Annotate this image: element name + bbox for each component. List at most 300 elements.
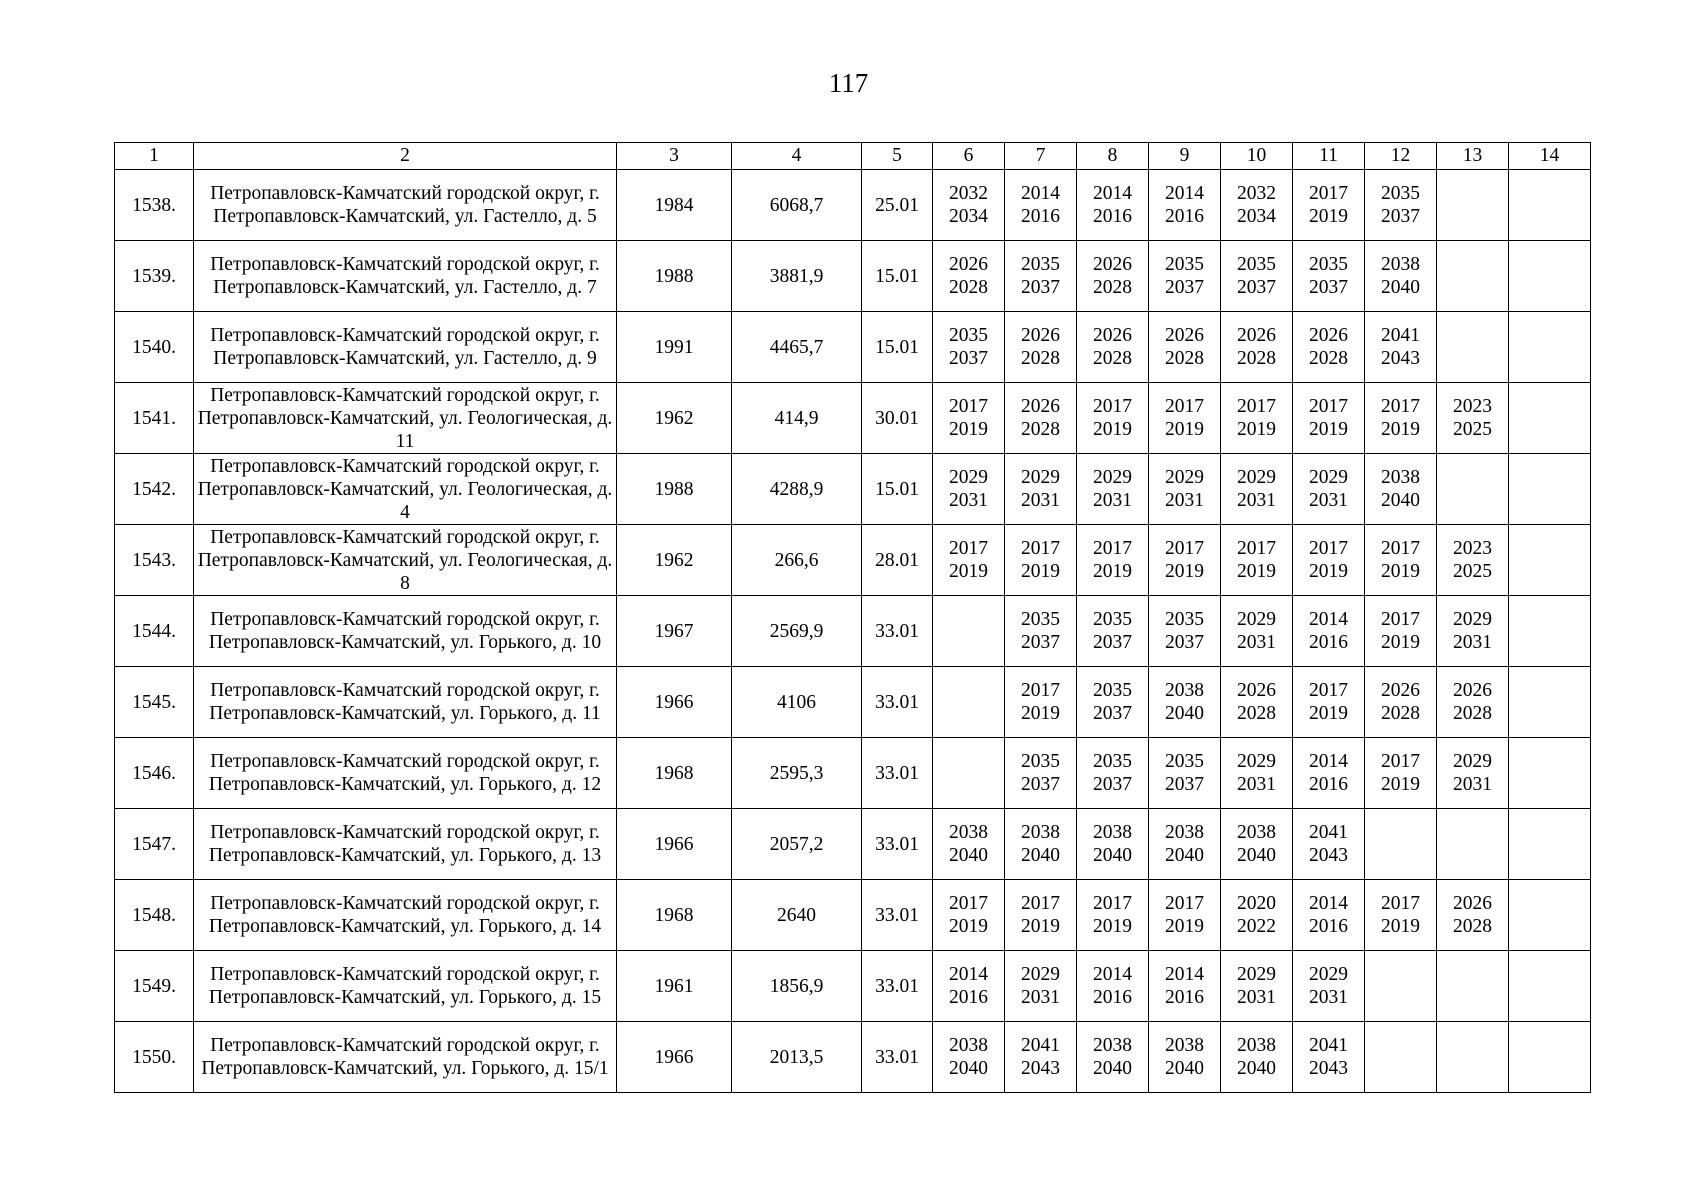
row-number-cell: 1543. xyxy=(115,525,194,596)
period-cell xyxy=(1509,951,1591,1022)
period-end-year: 2037 xyxy=(1093,632,1132,653)
period-cell xyxy=(1149,738,1221,809)
period-cell xyxy=(1365,1022,1437,1093)
row-number-cell: 1541. xyxy=(115,383,194,454)
table-row xyxy=(115,951,1591,1022)
period-cell xyxy=(1077,170,1149,241)
period-cell xyxy=(933,596,1005,667)
page-number: 117 xyxy=(828,68,869,98)
area-cell: 4288,9 xyxy=(732,454,862,525)
period-cell xyxy=(1437,383,1509,454)
year-built-cell: 1966 xyxy=(617,1022,732,1093)
period-end-year: 2037 xyxy=(1165,632,1204,653)
period-end-year: 2031 xyxy=(1453,632,1492,653)
address-cell: Петропавловск-Камчатский городской округ, г. Петропавловск-Камчатский, ул. Горького, д. 15 xyxy=(194,951,617,1022)
period-start-year: 2014 xyxy=(1093,964,1132,985)
period-start-year: 2038 xyxy=(1381,254,1420,275)
period-cell xyxy=(1437,667,1509,738)
code-cell: 25.01 xyxy=(862,170,933,241)
year-built-cell: 1961 xyxy=(617,951,732,1022)
period-end-year: 2031 xyxy=(1165,490,1204,511)
period-start-year: 2017 xyxy=(1381,609,1420,630)
period-cell xyxy=(1221,1022,1293,1093)
area-cell: 4106 xyxy=(732,667,862,738)
period-cell xyxy=(1509,880,1591,951)
period-cell xyxy=(1365,312,1437,383)
period-start-year: 2014 xyxy=(1165,183,1204,204)
period-cell xyxy=(933,880,1005,951)
period-end-year: 2037 xyxy=(1237,277,1276,298)
period-end-year: 2019 xyxy=(1165,916,1204,937)
period-start-year: 2020 xyxy=(1237,893,1276,914)
period-start-year: 2023 xyxy=(1453,396,1492,417)
period-start-year: 2029 xyxy=(1309,964,1348,985)
period-cell xyxy=(1077,880,1149,951)
period-cell xyxy=(1365,738,1437,809)
period-cell xyxy=(1437,596,1509,667)
period-cell xyxy=(1365,667,1437,738)
period-start-year: 2026 xyxy=(1165,325,1204,346)
period-end-year: 2019 xyxy=(1381,774,1420,795)
period-start-year: 2029 xyxy=(1237,751,1276,772)
period-start-year: 2035 xyxy=(1021,254,1060,275)
period-cell xyxy=(1005,596,1077,667)
period-cell xyxy=(1077,241,1149,312)
period-cell xyxy=(1005,809,1077,880)
period-start-year: 2017 xyxy=(1165,538,1204,559)
row-number-cell: 1547. xyxy=(115,809,194,880)
registry-table xyxy=(114,142,1591,1093)
period-end-year: 2037 xyxy=(949,348,988,369)
period-end-year: 2031 xyxy=(1309,490,1348,511)
period-end-year: 2034 xyxy=(949,206,988,227)
period-start-year: 2041 xyxy=(1381,325,1420,346)
period-cell xyxy=(1293,880,1365,951)
period-start-year: 2017 xyxy=(1021,680,1060,701)
year-built-cell: 1966 xyxy=(617,667,732,738)
period-cell xyxy=(1221,667,1293,738)
period-cell xyxy=(1149,809,1221,880)
address-cell: Петропавловск-Камчатский городской округ, г. Петропавловск-Камчатский, ул. Геологическая, д. 8 xyxy=(194,525,617,596)
row-number-cell: 1550. xyxy=(115,1022,194,1093)
period-cell xyxy=(1221,951,1293,1022)
code-cell: 33.01 xyxy=(862,738,933,809)
column-header-7: 7 xyxy=(1005,143,1077,170)
period-start-year: 2017 xyxy=(949,893,988,914)
code-cell: 28.01 xyxy=(862,525,933,596)
period-end-year: 2031 xyxy=(1237,774,1276,795)
period-end-year: 2028 xyxy=(1453,703,1492,724)
period-cell xyxy=(1365,170,1437,241)
period-end-year: 2037 xyxy=(1093,774,1132,795)
period-cell xyxy=(1293,1022,1365,1093)
period-cell xyxy=(1437,454,1509,525)
period-end-year: 2028 xyxy=(1453,916,1492,937)
period-start-year: 2017 xyxy=(1309,538,1348,559)
period-start-year: 2014 xyxy=(1165,964,1204,985)
period-cell xyxy=(933,525,1005,596)
column-header-14: 14 xyxy=(1509,143,1591,170)
period-end-year: 2028 xyxy=(1309,348,1348,369)
row-number-cell: 1545. xyxy=(115,667,194,738)
period-start-year: 2014 xyxy=(1309,751,1348,772)
period-start-year: 2026 xyxy=(1237,325,1276,346)
year-built-cell: 1988 xyxy=(617,241,732,312)
period-start-year: 2017 xyxy=(1381,751,1420,772)
period-end-year: 2019 xyxy=(1309,419,1348,440)
period-cell xyxy=(1509,809,1591,880)
period-cell xyxy=(1509,738,1591,809)
period-start-year: 2038 xyxy=(1237,1035,1276,1056)
period-end-year: 2028 xyxy=(1021,348,1060,369)
year-built-cell: 1968 xyxy=(617,738,732,809)
period-cell xyxy=(1005,738,1077,809)
code-cell: 30.01 xyxy=(862,383,933,454)
period-end-year: 2028 xyxy=(1021,419,1060,440)
year-built-cell: 1988 xyxy=(617,454,732,525)
table-row xyxy=(115,170,1591,241)
period-end-year: 2031 xyxy=(949,490,988,511)
period-start-year: 2038 xyxy=(1093,822,1132,843)
period-end-year: 2040 xyxy=(1165,703,1204,724)
period-end-year: 2016 xyxy=(1309,916,1348,937)
period-start-year: 2029 xyxy=(1237,467,1276,488)
period-cell xyxy=(1293,241,1365,312)
period-start-year: 2017 xyxy=(1165,396,1204,417)
period-end-year: 2031 xyxy=(1237,987,1276,1008)
period-cell xyxy=(1149,312,1221,383)
period-end-year: 2022 xyxy=(1237,916,1276,937)
address-cell: Петропавловск-Камчатский городской округ, г. Петропавловск-Камчатский, ул. Горького, д. 10 xyxy=(194,596,617,667)
period-end-year: 2019 xyxy=(1381,419,1420,440)
period-end-year: 2043 xyxy=(1309,1058,1348,1079)
period-end-year: 2019 xyxy=(1165,561,1204,582)
period-start-year: 2026 xyxy=(949,254,988,275)
period-end-year: 2028 xyxy=(1381,703,1420,724)
period-start-year: 2017 xyxy=(1093,396,1132,417)
table-row xyxy=(115,738,1591,809)
area-cell: 4465,7 xyxy=(732,312,862,383)
row-number-cell: 1538. xyxy=(115,170,194,241)
period-cell xyxy=(1365,880,1437,951)
period-end-year: 2040 xyxy=(1381,490,1420,511)
period-cell xyxy=(1509,454,1591,525)
period-end-year: 2028 xyxy=(1093,348,1132,369)
area-cell: 2640 xyxy=(732,880,862,951)
period-end-year: 2019 xyxy=(1237,561,1276,582)
period-cell xyxy=(1365,809,1437,880)
period-cell xyxy=(1005,170,1077,241)
period-cell xyxy=(1149,951,1221,1022)
period-cell xyxy=(1509,312,1591,383)
period-start-year: 2017 xyxy=(949,396,988,417)
address-cell: Петропавловск-Камчатский городской округ, г. Петропавловск-Камчатский, ул. Гастелло, д. 7 xyxy=(194,241,617,312)
period-end-year: 2031 xyxy=(1453,774,1492,795)
period-cell xyxy=(1437,809,1509,880)
period-cell xyxy=(1149,1022,1221,1093)
period-cell xyxy=(1149,667,1221,738)
period-cell xyxy=(1221,383,1293,454)
period-start-year: 2041 xyxy=(1309,822,1348,843)
period-cell xyxy=(1005,312,1077,383)
period-start-year: 2014 xyxy=(1309,609,1348,630)
code-cell: 15.01 xyxy=(862,454,933,525)
period-end-year: 2019 xyxy=(949,419,988,440)
period-start-year: 2017 xyxy=(1093,538,1132,559)
period-cell xyxy=(1293,809,1365,880)
table-row xyxy=(115,525,1591,596)
period-start-year: 2029 xyxy=(1021,467,1060,488)
table-row xyxy=(115,312,1591,383)
period-cell xyxy=(1077,809,1149,880)
period-cell xyxy=(1509,241,1591,312)
period-cell xyxy=(1293,951,1365,1022)
code-cell: 15.01 xyxy=(862,241,933,312)
period-cell xyxy=(1293,738,1365,809)
period-cell xyxy=(1077,312,1149,383)
period-cell xyxy=(1077,667,1149,738)
period-cell xyxy=(1509,667,1591,738)
period-cell xyxy=(1005,880,1077,951)
period-end-year: 2031 xyxy=(1021,987,1060,1008)
period-end-year: 2037 xyxy=(1165,774,1204,795)
period-start-year: 2038 xyxy=(949,822,988,843)
period-start-year: 2041 xyxy=(1309,1035,1348,1056)
period-end-year: 2016 xyxy=(1165,206,1204,227)
period-cell xyxy=(1221,525,1293,596)
period-cell xyxy=(1221,312,1293,383)
period-cell xyxy=(1437,170,1509,241)
period-cell xyxy=(1005,241,1077,312)
period-end-year: 2019 xyxy=(1021,703,1060,724)
period-start-year: 2035 xyxy=(949,325,988,346)
address-cell: Петропавловск-Камчатский городской округ, г. Петропавловск-Камчатский, ул. Горького, д. 12 xyxy=(194,738,617,809)
period-end-year: 2037 xyxy=(1021,774,1060,795)
period-cell xyxy=(1509,596,1591,667)
period-start-year: 2029 xyxy=(1237,964,1276,985)
period-start-year: 2038 xyxy=(1237,822,1276,843)
header-row xyxy=(115,143,1591,170)
period-end-year: 2040 xyxy=(1237,845,1276,866)
period-start-year: 2029 xyxy=(1453,609,1492,630)
period-start-year: 2035 xyxy=(1021,751,1060,772)
row-number-cell: 1548. xyxy=(115,880,194,951)
year-built-cell: 1967 xyxy=(617,596,732,667)
area-cell: 2057,2 xyxy=(732,809,862,880)
period-end-year: 2019 xyxy=(1381,632,1420,653)
period-end-year: 2019 xyxy=(1093,561,1132,582)
period-cell xyxy=(1221,809,1293,880)
period-start-year: 2017 xyxy=(1237,396,1276,417)
period-start-year: 2035 xyxy=(1165,254,1204,275)
period-cell xyxy=(1077,596,1149,667)
table-row xyxy=(115,596,1591,667)
period-start-year: 2026 xyxy=(1237,680,1276,701)
period-end-year: 2037 xyxy=(1309,277,1348,298)
period-cell xyxy=(1293,170,1365,241)
period-start-year: 2026 xyxy=(1309,325,1348,346)
period-start-year: 2035 xyxy=(1093,680,1132,701)
period-end-year: 2031 xyxy=(1021,490,1060,511)
column-header-11: 11 xyxy=(1293,143,1365,170)
code-cell: 33.01 xyxy=(862,1022,933,1093)
period-cell xyxy=(1077,383,1149,454)
period-start-year: 2017 xyxy=(949,538,988,559)
period-cell xyxy=(1005,951,1077,1022)
period-start-year: 2017 xyxy=(1021,893,1060,914)
period-cell xyxy=(1221,454,1293,525)
period-cell xyxy=(1149,170,1221,241)
table-row xyxy=(115,454,1591,525)
period-end-year: 2037 xyxy=(1021,632,1060,653)
period-end-year: 2019 xyxy=(1309,561,1348,582)
period-cell xyxy=(1365,596,1437,667)
period-cell xyxy=(1437,951,1509,1022)
period-cell xyxy=(1005,383,1077,454)
period-start-year: 2035 xyxy=(1309,254,1348,275)
period-end-year: 2028 xyxy=(949,277,988,298)
period-start-year: 2035 xyxy=(1021,609,1060,630)
period-cell xyxy=(933,1022,1005,1093)
period-cell xyxy=(1365,525,1437,596)
period-start-year: 2035 xyxy=(1093,751,1132,772)
period-start-year: 2038 xyxy=(1165,680,1204,701)
period-start-year: 2041 xyxy=(1021,1035,1060,1056)
address-cell: Петропавловск-Камчатский городской округ, г. Петропавловск-Камчатский, ул. Геологическая, д. 11 xyxy=(194,383,617,454)
period-end-year: 2043 xyxy=(1309,845,1348,866)
period-end-year: 2040 xyxy=(1165,1058,1204,1079)
period-start-year: 2026 xyxy=(1093,325,1132,346)
period-end-year: 2037 xyxy=(1381,206,1420,227)
address-cell: Петропавловск-Камчатский городской округ, г. Петропавловск-Камчатский, ул. Гастелло, д. 9 xyxy=(194,312,617,383)
period-cell xyxy=(1077,951,1149,1022)
period-cell xyxy=(1221,170,1293,241)
row-number-cell: 1542. xyxy=(115,454,194,525)
period-cell xyxy=(1365,454,1437,525)
period-start-year: 2029 xyxy=(1021,964,1060,985)
column-header-9: 9 xyxy=(1149,143,1221,170)
period-start-year: 2026 xyxy=(1453,893,1492,914)
period-cell xyxy=(1149,241,1221,312)
period-end-year: 2040 xyxy=(1093,845,1132,866)
period-start-year: 2014 xyxy=(1309,893,1348,914)
period-end-year: 2016 xyxy=(1309,632,1348,653)
table-body xyxy=(115,170,1591,1093)
period-start-year: 2029 xyxy=(1093,467,1132,488)
area-cell: 414,9 xyxy=(732,383,862,454)
table-row xyxy=(115,383,1591,454)
address-cell: Петропавловск-Камчатский городской округ, г. Петропавловск-Камчатский, ул. Горького, д. 14 xyxy=(194,880,617,951)
code-cell: 33.01 xyxy=(862,880,933,951)
table-row xyxy=(115,667,1591,738)
period-end-year: 2040 xyxy=(1165,845,1204,866)
period-cell xyxy=(1293,596,1365,667)
period-end-year: 2040 xyxy=(1381,277,1420,298)
code-cell: 33.01 xyxy=(862,596,933,667)
row-number-cell: 1549. xyxy=(115,951,194,1022)
period-end-year: 2016 xyxy=(1309,774,1348,795)
period-start-year: 2035 xyxy=(1165,751,1204,772)
period-start-year: 2014 xyxy=(1093,183,1132,204)
period-cell xyxy=(1437,312,1509,383)
period-start-year: 2014 xyxy=(1021,183,1060,204)
period-end-year: 2019 xyxy=(1165,419,1204,440)
period-end-year: 2043 xyxy=(1021,1058,1060,1079)
year-built-cell: 1991 xyxy=(617,312,732,383)
period-cell xyxy=(1509,170,1591,241)
period-cell xyxy=(1437,1022,1509,1093)
period-cell xyxy=(1293,454,1365,525)
column-header-5: 5 xyxy=(862,143,933,170)
table-row xyxy=(115,809,1591,880)
area-cell: 6068,7 xyxy=(732,170,862,241)
period-start-year: 2017 xyxy=(1381,538,1420,559)
period-start-year: 2038 xyxy=(1381,467,1420,488)
address-cell: Петропавловск-Камчатский городской округ, г. Петропавловск-Камчатский, ул. Горького, д. 13 xyxy=(194,809,617,880)
period-cell xyxy=(933,383,1005,454)
period-end-year: 2037 xyxy=(1093,703,1132,724)
column-header-13: 13 xyxy=(1437,143,1509,170)
period-start-year: 2038 xyxy=(1093,1035,1132,1056)
area-cell: 266,6 xyxy=(732,525,862,596)
column-header-3: 3 xyxy=(617,143,732,170)
period-cell xyxy=(1221,880,1293,951)
period-end-year: 2034 xyxy=(1237,206,1276,227)
area-cell: 2013,5 xyxy=(732,1022,862,1093)
period-cell xyxy=(1437,241,1509,312)
period-start-year: 2026 xyxy=(1453,680,1492,701)
period-cell xyxy=(1005,667,1077,738)
row-number-cell: 1539. xyxy=(115,241,194,312)
period-start-year: 2038 xyxy=(1021,822,1060,843)
period-start-year: 2014 xyxy=(949,964,988,985)
period-cell xyxy=(1365,241,1437,312)
period-end-year: 2025 xyxy=(1453,419,1492,440)
area-cell: 3881,9 xyxy=(732,241,862,312)
period-end-year: 2019 xyxy=(1237,419,1276,440)
period-start-year: 2026 xyxy=(1093,254,1132,275)
period-end-year: 2016 xyxy=(1093,987,1132,1008)
period-end-year: 2016 xyxy=(1165,987,1204,1008)
year-built-cell: 1962 xyxy=(617,525,732,596)
area-cell: 1856,9 xyxy=(732,951,862,1022)
period-cell xyxy=(1149,596,1221,667)
period-end-year: 2040 xyxy=(1237,1058,1276,1079)
period-cell xyxy=(933,170,1005,241)
period-cell xyxy=(1221,241,1293,312)
period-cell xyxy=(1293,525,1365,596)
period-end-year: 2028 xyxy=(1093,277,1132,298)
period-cell xyxy=(1293,667,1365,738)
period-cell xyxy=(933,809,1005,880)
period-start-year: 2038 xyxy=(1165,822,1204,843)
period-end-year: 2031 xyxy=(1309,987,1348,1008)
period-end-year: 2040 xyxy=(1021,845,1060,866)
period-start-year: 2023 xyxy=(1453,538,1492,559)
period-end-year: 2019 xyxy=(1309,206,1348,227)
period-start-year: 2029 xyxy=(1453,751,1492,772)
address-cell: Петропавловск-Камчатский городской округ, г. Петропавловск-Камчатский, ул. Горького, д. 15/1 xyxy=(194,1022,617,1093)
address-cell: Петропавловск-Камчатский городской округ, г. Петропавловск-Камчатский, ул. Гастелло, д. 5 xyxy=(194,170,617,241)
period-cell xyxy=(933,667,1005,738)
period-cell xyxy=(933,454,1005,525)
table-row xyxy=(115,880,1591,951)
period-end-year: 2037 xyxy=(1021,277,1060,298)
period-cell xyxy=(1221,596,1293,667)
period-end-year: 2028 xyxy=(1237,703,1276,724)
period-start-year: 2029 xyxy=(949,467,988,488)
period-start-year: 2017 xyxy=(1021,538,1060,559)
